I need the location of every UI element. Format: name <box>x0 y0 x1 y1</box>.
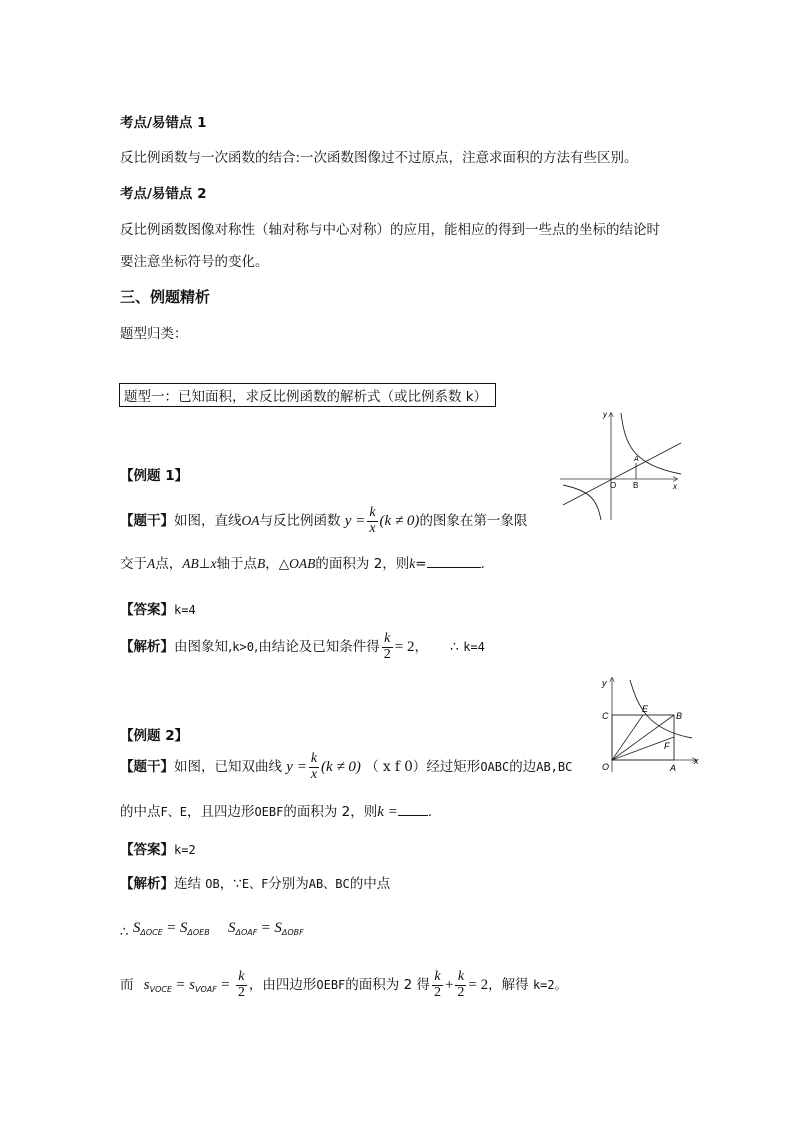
midpoints-name: F、E <box>160 805 187 819</box>
example-1-answer <box>120 598 196 618</box>
area-subscript: VOAF <box>194 985 217 995</box>
example-1-stem-line2 <box>120 552 485 572</box>
analysis-text: 而 <box>120 977 134 994</box>
example-2-stem-line2 <box>120 800 432 821</box>
example-1-stem-line1 <box>120 506 527 536</box>
final-fraction <box>236 970 247 1000</box>
answer-value: k=2 <box>174 843 196 857</box>
area-subscript: ΔOEB <box>187 928 210 937</box>
example-1-figure <box>555 405 685 525</box>
sides-ab-bc: AB、BC <box>308 877 350 891</box>
function-y: y = <box>286 759 307 776</box>
example-2-figure <box>592 672 704 780</box>
fig2-label-c: C <box>602 711 609 721</box>
analysis-text: ，∵ <box>219 876 242 892</box>
keypoint-2-title: 考点/易错点 2 <box>120 186 207 202</box>
stem-text: 的图象在第一象限 <box>419 513 528 530</box>
area-symbol: S <box>132 920 141 936</box>
example-2-area-equalities <box>120 920 304 940</box>
analysis-fraction <box>382 632 393 662</box>
fig2-label-f: F <box>664 741 670 751</box>
example-2-answer <box>120 838 196 858</box>
answer-label: 【答案】 <box>120 842 174 858</box>
stem-oa: OA <box>241 513 260 529</box>
sum-fraction-2 <box>455 970 466 1000</box>
keypoint-2-body-line1: 反比例函数图像对称性（轴对称与中心对称）的应用，能相应的得到一些点的坐标的结论时 <box>120 222 660 238</box>
answer-value: k=4 <box>174 603 196 617</box>
therefore-symbol: ∴ <box>450 639 459 656</box>
fraction-denominator: 2 <box>457 984 465 1000</box>
period: . <box>427 804 433 820</box>
area-symbol: s <box>143 977 150 994</box>
line-oa <box>563 443 681 505</box>
fig2-label-o: O <box>602 762 610 772</box>
analysis-text: 由图象知, <box>174 639 233 656</box>
rect-name: OABC <box>480 760 510 775</box>
stem-text: 的面积为 2，则 <box>315 556 410 572</box>
analysis-text: 的中点 <box>349 876 391 892</box>
fig2-label-b: B <box>676 711 683 721</box>
analysis-label: 【解析】 <box>120 876 174 892</box>
equals-sign: = <box>176 977 185 994</box>
axis-x-label: x <box>210 556 217 571</box>
points-ef: E、F <box>241 877 269 891</box>
stem-text: 如图，已知双曲线 <box>174 759 282 776</box>
analysis-condition: k>0 <box>232 640 254 655</box>
stem-text: 如图，直线 <box>174 513 242 530</box>
analysis-text: ,由结论及已知条件得 <box>253 639 380 656</box>
segment-ob-label: OB <box>205 877 220 891</box>
area-symbol: S <box>179 920 188 936</box>
function-fraction <box>309 752 319 782</box>
equals-sign: = <box>221 977 230 994</box>
example-2-analysis <box>120 872 390 892</box>
final-result: k=2。 <box>532 978 567 993</box>
domain-condition: （ x f 0） <box>365 759 427 776</box>
analysis-text: ，解得 <box>488 977 529 994</box>
fig2-label-y: y <box>602 678 607 688</box>
segment-ob <box>612 715 674 760</box>
function-condition: (k ≠ 0) <box>321 759 361 776</box>
sum-fraction-1 <box>432 970 443 1000</box>
stem-text: 的面积为 2，则 <box>283 804 378 820</box>
fraction-denominator: x <box>369 520 376 536</box>
equals-sign: = <box>261 920 271 936</box>
analysis-text: 分别为 <box>268 876 309 892</box>
fraction-denominator: x <box>310 766 318 782</box>
fig2-label-x: x <box>694 756 699 766</box>
keypoint-2-body-line2: 要注意坐标符号的变化。 <box>120 254 269 270</box>
analysis-label: 【解析】 <box>120 639 174 656</box>
analysis-text: ，由四边形 <box>248 977 317 994</box>
period: . <box>480 556 485 572</box>
fig1-label-o: O <box>610 481 617 490</box>
example-2-stem-line1 <box>120 752 572 782</box>
area-symbol: S <box>227 920 236 936</box>
equals-sign: = <box>167 920 176 936</box>
equation-rhs: = 2 <box>468 977 489 994</box>
example-1-label: 【例题 1】 <box>120 468 189 484</box>
keypoint-1-title: 考点/易错点 1 <box>120 115 207 131</box>
area-subscript: ΔOCE <box>140 928 163 937</box>
point-a: A <box>147 556 156 571</box>
fig2-label-e: E <box>642 704 649 714</box>
stem-label: 【题干】 <box>120 513 174 530</box>
fig1-label-x: x <box>673 482 677 491</box>
stem-text: ，△ <box>265 556 290 572</box>
fig1-label-b: B <box>633 481 639 490</box>
var-k: k <box>409 556 416 571</box>
analysis-text: 的面积为 2 得 <box>345 977 430 994</box>
stem-text: 与反比例函数 <box>259 513 341 530</box>
plus-sign: + <box>444 977 454 994</box>
fraction-numerator: k <box>236 970 247 986</box>
keypoint-1-body: 反比例函数与一次函数的结合:一次函数图像过不过原点，注意求面积的方法有些区别。 <box>120 150 638 166</box>
therefore-symbol: ∴ <box>120 924 129 940</box>
fig2-label-a: A <box>670 763 677 773</box>
fig1-label-y: y <box>603 410 607 419</box>
segment-ab-label: AB <box>182 556 199 571</box>
example-1-analysis <box>120 632 485 662</box>
point-b: B <box>257 556 266 571</box>
quad-name: OEBF <box>254 805 284 819</box>
fraction-numerator: k <box>369 505 376 520</box>
area-subscript: ΔOAF <box>235 928 258 937</box>
answer-blank[interactable] <box>427 555 481 568</box>
answer-label: 【答案】 <box>120 602 174 618</box>
perp-symbol: ⊥ <box>198 556 211 572</box>
analysis-text: 连结 <box>174 876 201 892</box>
fraction-numerator: k <box>455 970 466 986</box>
fraction-numerator: k <box>432 970 443 986</box>
triangle-oab: OAB <box>289 556 316 571</box>
fraction-denominator: 2 <box>237 984 245 1000</box>
equation-rhs: = 2 <box>394 639 415 656</box>
question-type-label: 题型一：已知面积，求反比例函数的解析式（或比例系数 k） <box>124 389 488 405</box>
segment-oe <box>612 715 643 760</box>
function-fraction <box>367 506 377 536</box>
function-condition: (k ≠ 0) <box>379 513 420 530</box>
stem-text: 点， <box>155 556 183 572</box>
var-k: k = <box>377 804 398 820</box>
fraction-numerator: k <box>382 632 393 648</box>
equals-sign: = <box>415 556 427 572</box>
section-title: 三、例题精析 <box>120 288 211 306</box>
answer-blank[interactable] <box>398 803 428 816</box>
quad-name: OEBF <box>316 978 346 993</box>
stem-text: 的中点 <box>120 804 161 820</box>
area-subscript: VOCE <box>149 985 173 995</box>
hyperbola <box>630 680 692 738</box>
stem-label: 【题干】 <box>120 759 174 776</box>
stem-text: 的边 <box>509 759 537 776</box>
fig1-label-a: A <box>634 456 639 463</box>
fraction-denominator: 2 <box>433 984 441 1000</box>
stem-text: ，且四边形 <box>186 804 255 820</box>
area-symbol: S <box>274 920 282 936</box>
example-2-label: 【例题 2】 <box>120 728 189 744</box>
analysis-text: ， <box>414 639 428 656</box>
stem-text: 经过矩形 <box>426 759 481 776</box>
fraction-numerator: k <box>310 751 318 766</box>
sides-name: AB,BC <box>536 760 573 775</box>
example-2-final <box>120 970 567 1000</box>
section-subtitle: 题型归类： <box>120 326 188 342</box>
fraction-denominator: 2 <box>383 646 391 662</box>
stem-text: 轴于点 <box>216 556 258 572</box>
area-subscript: ΔOBF <box>281 928 304 937</box>
function-y: y = <box>344 513 366 530</box>
hyperbola-branch-1 <box>621 413 681 474</box>
question-type-box <box>119 383 496 407</box>
stem-text: 交于 <box>120 556 147 572</box>
analysis-result: k=4 <box>463 640 485 655</box>
area-symbol: s <box>189 977 195 994</box>
